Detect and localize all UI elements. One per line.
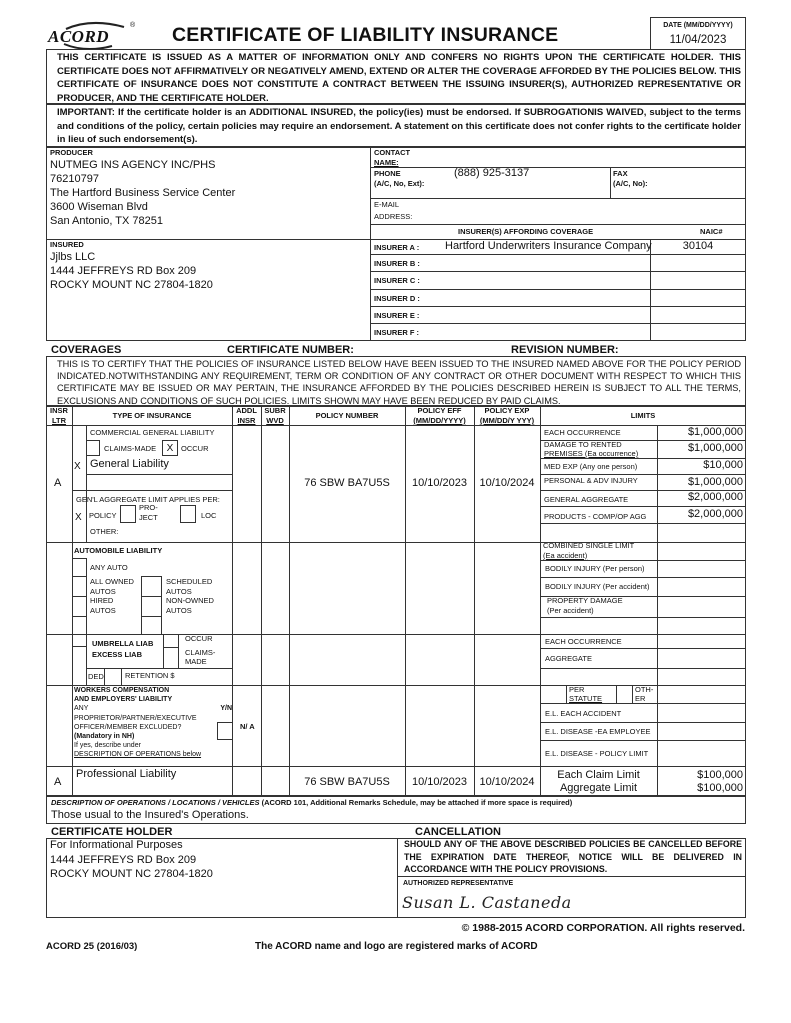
ded-label: DED (88, 672, 104, 681)
retention-label: RETENTION $ (125, 671, 175, 680)
holder-line: ROCKY MOUNT NC 27804-1820 (50, 868, 213, 880)
all-owned-label: ALL OWNED AUTOS HIRED AUTOS (90, 577, 134, 615)
prof-policy-eff: 10/10/2023 (411, 776, 468, 788)
description-value: Those usual to the Insured's Operations. (51, 809, 249, 821)
prof-insr-ltr: A (54, 776, 62, 788)
project-checkbox[interactable] (120, 505, 136, 523)
insured-line: ROCKY MOUNT NC 27804-1820 (50, 279, 213, 291)
limit-label: E.L. DISEASE -EA EMPLOYEE (545, 727, 651, 736)
col-limits: LIMITS (630, 411, 656, 420)
description-label: DESCRIPTION OF OPERATIONS / LOCATIONS / VEHICLES (51, 798, 260, 807)
cancellation-title: CANCELLATION (415, 826, 501, 838)
page-title: CERTIFICATE OF LIABILITY INSURANCE (172, 24, 559, 46)
date-value: 11/04/2023 (669, 34, 727, 46)
holder-line: 1444 JEFFREYS RD Box 209 (50, 853, 197, 866)
prof-policy-number: 76 SBW BA7U5S (304, 776, 390, 788)
policy-label: POLICY (89, 511, 117, 520)
col-policy-number: POLICY NUMBER (315, 411, 379, 420)
limit-label: E.L. DISEASE - POLICY LIMIT (545, 749, 649, 758)
authorized-rep-label: AUTHORIZED REPRESENTATIVE (403, 880, 514, 887)
registered-mark-icon: ® (130, 22, 136, 29)
policy-checkbox[interactable]: X (75, 512, 82, 523)
excluded-yn-checkbox[interactable] (217, 722, 233, 740)
date-box (650, 17, 746, 50)
insurer-e-label: INSURER E : (374, 311, 420, 320)
per-statute-label: PER STATUTE (569, 685, 603, 703)
auto-title: AUTOMOBILE LIABILITY (74, 546, 163, 555)
coverages-statement-box (46, 356, 746, 406)
gl-policy-eff: 10/10/2023 (411, 477, 468, 489)
important-text: IMPORTANT: If the certificate holder is an ADDITIONAL INSURED, the policy(ies) must be endorsed. If SUBROGATIONIS WAIVED, subject to the terms and conditions of the policy, certain policies may require an endorsement. A statement on this certificate does not confer rights to the certificate holder in lieu of such endorsement(s). (57, 107, 741, 145)
insurers-header: INSURER(S) AFFORDING COVERAGE (458, 227, 594, 236)
limit-value: $2,000,000 (687, 491, 743, 503)
project-label: PRO- JECT (139, 503, 158, 522)
limit-label: COMBINED SINGLE LIMIT (Ea accident) (543, 541, 635, 560)
fax-label: FAX (613, 169, 628, 178)
producer-label: PRODUCER (50, 148, 93, 157)
limit-label: EACH OCCURRENCE (544, 428, 621, 437)
col-insr-ltr: INSR LTR (50, 406, 68, 425)
limit-label: PRODUCTS - COMP/OP AGG (544, 512, 647, 521)
email-field (374, 200, 412, 222)
limit-value: $2,000,000 (687, 508, 743, 520)
copyright: © 1988-2015 ACORD CORPORATION. All rights reserved. (461, 922, 745, 934)
other-label: OTHER: (90, 527, 119, 536)
limit-label: EACH OCCURRENCE (545, 637, 622, 646)
insurer-c-label: INSURER C : (374, 276, 420, 285)
limit-value: $10,000 (703, 459, 743, 471)
gl-insr-ltr: A (54, 477, 62, 489)
claims-made-label: CLAIMS-MADE (104, 444, 157, 453)
col-policy-exp: POLICY EXP (MM/DD/Y YYY) (479, 406, 535, 425)
other-statute-label: OTH- ER (635, 685, 654, 703)
limit-value: $1,000,000 (687, 476, 743, 488)
contact-name-field (374, 148, 410, 168)
limit-label: GENERAL AGGREGATE (544, 495, 629, 504)
phone-value: (888) 925-3137 (454, 167, 530, 179)
insured-line: Jjlbs LLC (50, 251, 96, 263)
umbrella-occur-label: OCCUR (185, 634, 213, 643)
fax-label-2: (A/C, No): (613, 179, 648, 188)
producer-line: NUTMEG INS AGENCY INC/PHS (50, 159, 216, 171)
producer-line: 76210797 (50, 173, 99, 185)
email-label: E-MAIL (374, 200, 400, 209)
loc-checkbox[interactable] (180, 505, 196, 523)
acord-logo (46, 20, 136, 50)
gl-custom-type: General Liability (90, 458, 169, 470)
insurer-d-label: INSURER D : (374, 294, 420, 303)
producer-line: 3600 Wiseman Blvd (50, 201, 148, 213)
workers-comp-description: WORKERS COMPENSATION AND EMPLOYERS' LIABILITY ANY Y/N PROPRIETOR/PARTNER/EXECUTIVE OFFICER/MEMBER EXCLUDED? (Mandatory in NH) If yes, describe under DESCRIPTION OF OPERATIONS below (74, 687, 232, 759)
umbrella-claims-made-label: CLAIMS- MADE (185, 648, 216, 666)
limit-label: AGGREGATE (545, 654, 592, 663)
col-addl-insr: ADDL INSR (236, 406, 257, 425)
limit-label: PROPERTY DAMAGE (Per accident) (547, 596, 623, 615)
workers-comp-na: N/ A (240, 722, 255, 731)
producer-line: The Hartford Business Service Center (50, 187, 236, 199)
producer-block (50, 148, 365, 228)
coverages-title: COVERAGES (51, 344, 122, 356)
limit-label: DAMAGE TO RENTED PREMISES (Ea occurrence) (544, 440, 639, 458)
occur-checkbox[interactable]: X (162, 440, 178, 456)
cancellation-text: SHOULD ANY OF THE ABOVE DESCRIBED POLICIES BE CANCELLED BEFORE THE EXPIRATION DATE THEREOF, NOTICE WILL BE DELIVERED IN ACCORDANCE WITH THE POLICY PROVISIONS. (404, 839, 742, 874)
excess-label: EXCESS LIAB (92, 650, 143, 659)
disclaimer-text: THIS CERTIFICATE IS ISSUED AS A MATTER OF INFORMATION ONLY AND CONFERS NO RIGHTS UPON THE CERTIFICATE HOLDER. THIS CERTIFICATE DOES NOT AFFIRMATIVELY OR NEGATIVELY AMEND, EXTEND OR ALTER THE COVERAGE AFFORDED BY THE POLICIES BELOW. THIS CERTIFICATE OF INSURANCE DOES NOT CONSTITUTE A CONTRACT BETWEEN THE ISSUING INSURER(S), AUTHORIZED REPRESENTATIVE OR PRODUCER, AND THE CERTIFICATE HOLDER. (57, 52, 741, 104)
gl-policy-number: 76 SBW BA7U5S (304, 477, 390, 489)
umbrella-checkbox-column[interactable] (163, 634, 179, 668)
limit-label: PERSONAL & ADV INJURY (544, 476, 638, 485)
insured-line: 1444 JEFFREYS RD Box 209 (50, 265, 197, 277)
gl-title: COMMERCIAL GENERAL LIABILITY (90, 428, 215, 437)
disclaimer-box (46, 49, 746, 104)
date-label: DATE (MM/DD/YYYY) (663, 22, 733, 29)
insurer-b-label: INSURER B : (374, 259, 420, 268)
revision-number-label: REVISION NUMBER: (511, 344, 619, 356)
auto-checkbox-column[interactable] (141, 576, 162, 634)
trademark: The ACORD name and logo are registered marks of ACORD (255, 941, 538, 952)
prof-limit-value: $100,000 (697, 769, 743, 781)
prof-limit-label: Aggregate Limit (559, 782, 638, 794)
prof-type: Professional Liability (76, 768, 177, 780)
prof-limit-label: Each Claim Limit (557, 769, 640, 781)
limit-value: $1,000,000 (687, 426, 743, 438)
phone-label: PHONE (374, 169, 401, 178)
limit-label: MED EXP (Any one person) (544, 462, 638, 471)
prof-limit-value: $100,000 (697, 782, 743, 794)
any-auto-label: ANY AUTO (90, 563, 128, 572)
insurer-a-name: Hartford Underwriters Insurance Company (445, 240, 652, 252)
gl-custom-checkbox[interactable]: X (74, 461, 81, 472)
fax-field (613, 169, 648, 189)
description-label-rest: (ACORD 101, Additional Remarks Schedule, may be attached if more space is required) (259, 798, 573, 807)
col-subr-wvd: SUBR WVD (264, 406, 286, 425)
holder-line: For Informational Purposes (50, 839, 183, 851)
producer-line: San Antonio, TX 78251 (50, 215, 163, 227)
limit-label: BODILY INJURY (Per accident) (545, 582, 650, 591)
limit-value: $1,000,000 (687, 442, 743, 454)
important-box (46, 104, 746, 147)
certificate-holder-block (50, 838, 213, 882)
occur-label: OCCUR (181, 444, 209, 453)
phone-field (374, 169, 424, 189)
limit-label: E.L. EACH ACCIDENT (545, 709, 622, 718)
contact-name-label-2: NAME: (374, 158, 399, 167)
scheduled-label: SCHEDULED AUTOS NON-OWNED AUTOS (166, 577, 214, 615)
loc-label: LOC (201, 511, 217, 520)
form-id: ACORD 25 (2016/03) (46, 941, 138, 952)
gen-aggregate-applies-label: GEN'L AGGREGATE LIMIT APPLIES PER: (76, 495, 220, 504)
col-type: TYPE OF INSURANCE (112, 411, 192, 420)
naic-header: NAIC# (700, 227, 723, 236)
certificate-holder-title: CERTIFICATE HOLDER (51, 826, 173, 838)
claims-made-checkbox[interactable] (86, 440, 100, 456)
insurer-f-label: INSURER F : (374, 328, 419, 337)
description-box (46, 796, 746, 824)
email-label-2: ADDRESS: (374, 212, 413, 221)
gl-policy-exp: 10/10/2024 (479, 477, 535, 489)
coverages-statement: THIS IS TO CERTIFY THAT THE POLICIES OF INSURANCE LISTED BELOW HAVE BEEN ISSUED TO THE INSURED NAMED ABOVE FOR THE POLICY PERIOD INDICATED.NOTWITHSTANDING ANY REQUIREMENT, TERM OR CONDITION OF ANY CONTRACT OR OTHER DOCUMENT WITH RESPECT TO WHICH THIS CERTIFICATE MAY BE ISSUED OR MAY PERTAIN, THE INSURANCE AFFORDED BY THE POLICIES DESCRIBED HEREIN IS SUBJECT TO ALL THE TERMS, EXCLUSIONS AND CONDITIONS OF SUCH POLICIES. LIMITS SHOWN MAY HAVE BEEN REDUCED BY PAID CLAIMS. (57, 359, 741, 406)
col-policy-eff: POLICY EFF (MM/DD/YYYY) (413, 406, 466, 425)
prof-policy-exp: 10/10/2024 (479, 776, 535, 788)
signature: Susan L. Castaneda (402, 893, 572, 912)
insurer-a-naic: 30104 (682, 240, 714, 252)
certificate-number-label: CERTIFICATE NUMBER: (227, 344, 354, 356)
insured-label: INSURED (50, 240, 84, 249)
umbrella-label: UMBRELLA LIAB (92, 639, 154, 648)
phone-label-2: (A/C, No, Ext): (374, 179, 425, 188)
acord-logo-text: ACORD (48, 27, 110, 46)
insurer-a-label: INSURER A : (374, 243, 420, 252)
insured-block (50, 240, 365, 292)
contact-name-label: CONTACT (374, 148, 411, 157)
limit-label: BODILY INJURY (Per person) (545, 564, 645, 573)
